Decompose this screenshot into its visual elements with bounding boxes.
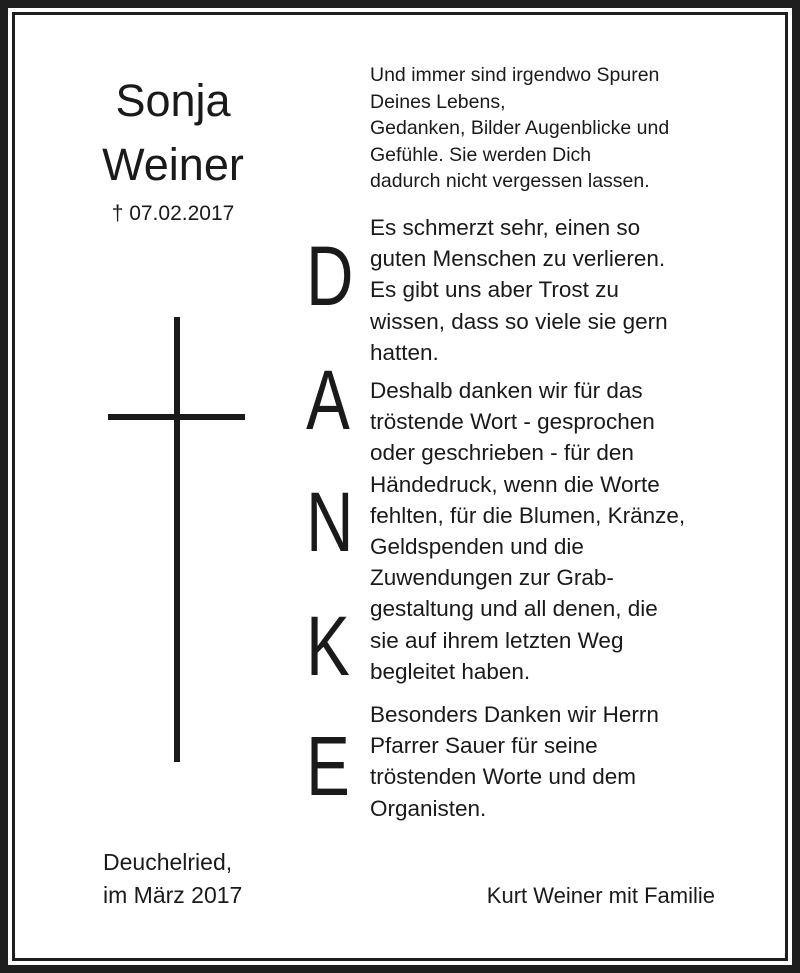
signature: Kurt Weiner mit Familie: [486, 883, 715, 908]
danke-letter: E: [306, 719, 350, 813]
danke-letter: K: [306, 599, 350, 693]
paragraph-2: Deshalb danken wir für das tröstende Wort - gesprochen oder geschrieben - für den Händedruck, wenn die Worte fehlten, für die Blumen, Kränze, Geldspenden und die Zuwendungen zur Grab- gestaltung und all denen, die sie auf ihrem letzten Weg begleitet haben.: [370, 378, 686, 684]
danke-letter: A: [306, 353, 350, 447]
cross-icon: [174, 317, 180, 762]
footer-date: im März 2017: [103, 882, 243, 908]
paragraph-3: Besonders Danken wir Herrn Pfarrer Sauer für seine tröstenden Worte und dem Organisten.: [370, 702, 659, 821]
danke-letter: N: [306, 475, 354, 569]
first-name: Sonja: [115, 75, 231, 126]
poem: Und immer sind irgendwo Spuren Deines Lebens, Gedanken, Bilder Augenblicke und Gefühle. Sie werden Dich dadurch nicht vergessen lassen.: [370, 64, 670, 193]
paragraph-1: Es schmerzt sehr, einen so guten Menschen zu verlieren. Es gibt uns aber Trost zu wissen, dass so viele sie gern hatten.: [370, 215, 668, 365]
danke-letter: D: [306, 229, 354, 323]
cross-icon-bar: [108, 414, 245, 420]
last-name: Weiner: [102, 139, 244, 190]
death-date: † 07.02.2017: [111, 202, 235, 225]
footer-place: Deuchelried,: [103, 849, 233, 875]
